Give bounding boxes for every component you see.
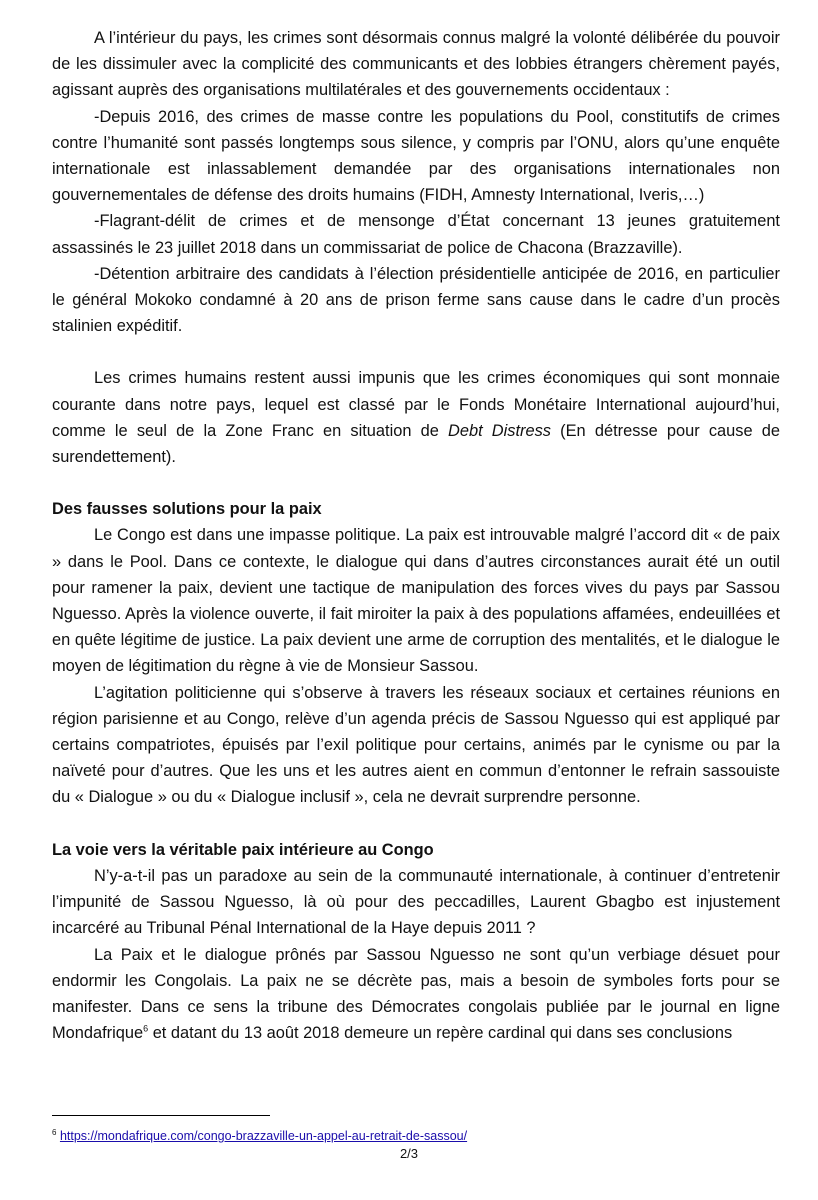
dialogue-text: La Paix et le dialogue prônés par Sassou Nguesso ne sont qu’un verbiage désuet pour endormir les Congolais. La paix ne se décrète pas, mais a besoin de symboles forts pour se manifester. Dans ce sens la tribune des Démocrates congolais publiée par le journal en ligne Mondafrique	[52, 945, 780, 1043]
list-item-pool-crimes: -Depuis 2016, des crimes de masse contre les populations du Pool, constitutifs de crimes contre l’humanité sont passés longtemps sous silence, y compris par l’ONU, alors qu’une enquête internationale est inlassablement demandée par des organisations internationales non gouvernementales de défense des droits humains (FIDH, Amnesty International, Iveris,…)	[52, 107, 780, 205]
impasse-paragraph: Le Congo est dans une impasse politique. La paix est introuvable malgré l’accord dit « de paix » dans le Pool. Dans ce contexte, le dialogue qui dans d’autres circonstances aurait été un outil pour ramener la paix, devient une tactique de manipulation des forces vives du pays par Sassou Nguesso. Après la violence ouverte, il fait miroiter la paix à des populations affamées, endeuillées et en quête légitime de justice. La paix devient une arme de corruption des mentalités, et le dialogue le moyen de légitimation du règne à vie de Monsieur Sassou.	[52, 526, 780, 676]
section-heading-true-peace: La voie vers la véritable paix intérieure au Congo	[52, 840, 434, 859]
footnote-link[interactable]: https://mondafrique.com/congo-brazzaville-un-appel-au-retrait-de-sassou/	[59, 1129, 468, 1144]
list-item-detention: -Détention arbitraire des candidats à l’élection présidentielle anticipée de 2016, en particulier le général Mokoko condamné à 20 ans de prison ferme sans cause dans le cadre d’un procès stalinien expéditif.	[52, 264, 780, 336]
list-item-chacona: -Flagrant-délit de crimes et de mensonge d’État concernant 13 jeunes gratuitement assassinés le 23 juillet 2018 dans un commissariat de police de Chacona (Brazzaville).	[52, 212, 780, 257]
section-heading-false-solutions: Des fausses solutions pour la paix	[52, 500, 322, 519]
dialogue-paragraph	[52, 942, 780, 1047]
debt-distress-term: Debt Distress	[448, 421, 551, 440]
footnote	[52, 1125, 467, 1144]
page-number: 2/3	[399, 1146, 419, 1161]
paradox-paragraph: N’y-a-t-il pas un paradoxe au sein de la communauté internationale, à continuer d’entretenir l’impunité de Sassou Nguesso, là où pour des peccadilles, Laurent Gbagbo est injustement incarcéré au Tribunal Pénal International de la Haye depuis 2011 ?	[52, 866, 780, 938]
economic-crimes-text-end: (En détresse pour cause de surendettement).	[52, 421, 780, 467]
spacer	[52, 470, 780, 496]
spacer	[52, 339, 780, 365]
footnote-reference[interactable]: 6	[143, 1023, 149, 1034]
intro-paragraph: A l’intérieur du pays, les crimes sont désormais connus malgré la volonté délibérée du pouvoir de les dissimuler avec la complicité des communicants et des lobbies étrangers chèrement payés, agissant auprès des organisations multilatérales et des gouvernements occidentaux :	[52, 29, 780, 100]
document-body	[52, 25, 780, 1046]
dialogue-text-end: et datant du 13 août 2018 demeure un repère cardinal qui dans ses conclusions	[148, 1024, 733, 1043]
footnote-number: 6	[52, 1128, 57, 1137]
agitation-paragraph: L’agitation politicienne qui s’observe à travers les réseaux sociaux et certaines réunions en région parisienne et au Congo, relève d’un agenda précis de Sassou Nguesso qui est appliqué par certains compatriotes, épuisés par l’exil politique pour certains, animés par le cynisme ou par la naïveté pour d’autres. Que les uns et les autres aient en commun d’entonner le refrain sassouiste du « Dialogue » ou du « Dialogue inclusif », cela ne devrait surprendre personne.	[52, 683, 780, 807]
economic-crimes-text: Les crimes humains restent aussi impunis que les crimes économiques qui sont monnaie courante dans notre pays, lequel est classé par le Fonds Monétaire International aujourd’hui, comme le seul de la Zone Franc en situation de	[52, 369, 780, 440]
economic-crimes-paragraph	[52, 365, 780, 470]
footnote-divider	[52, 1115, 270, 1116]
spacer	[52, 811, 780, 837]
